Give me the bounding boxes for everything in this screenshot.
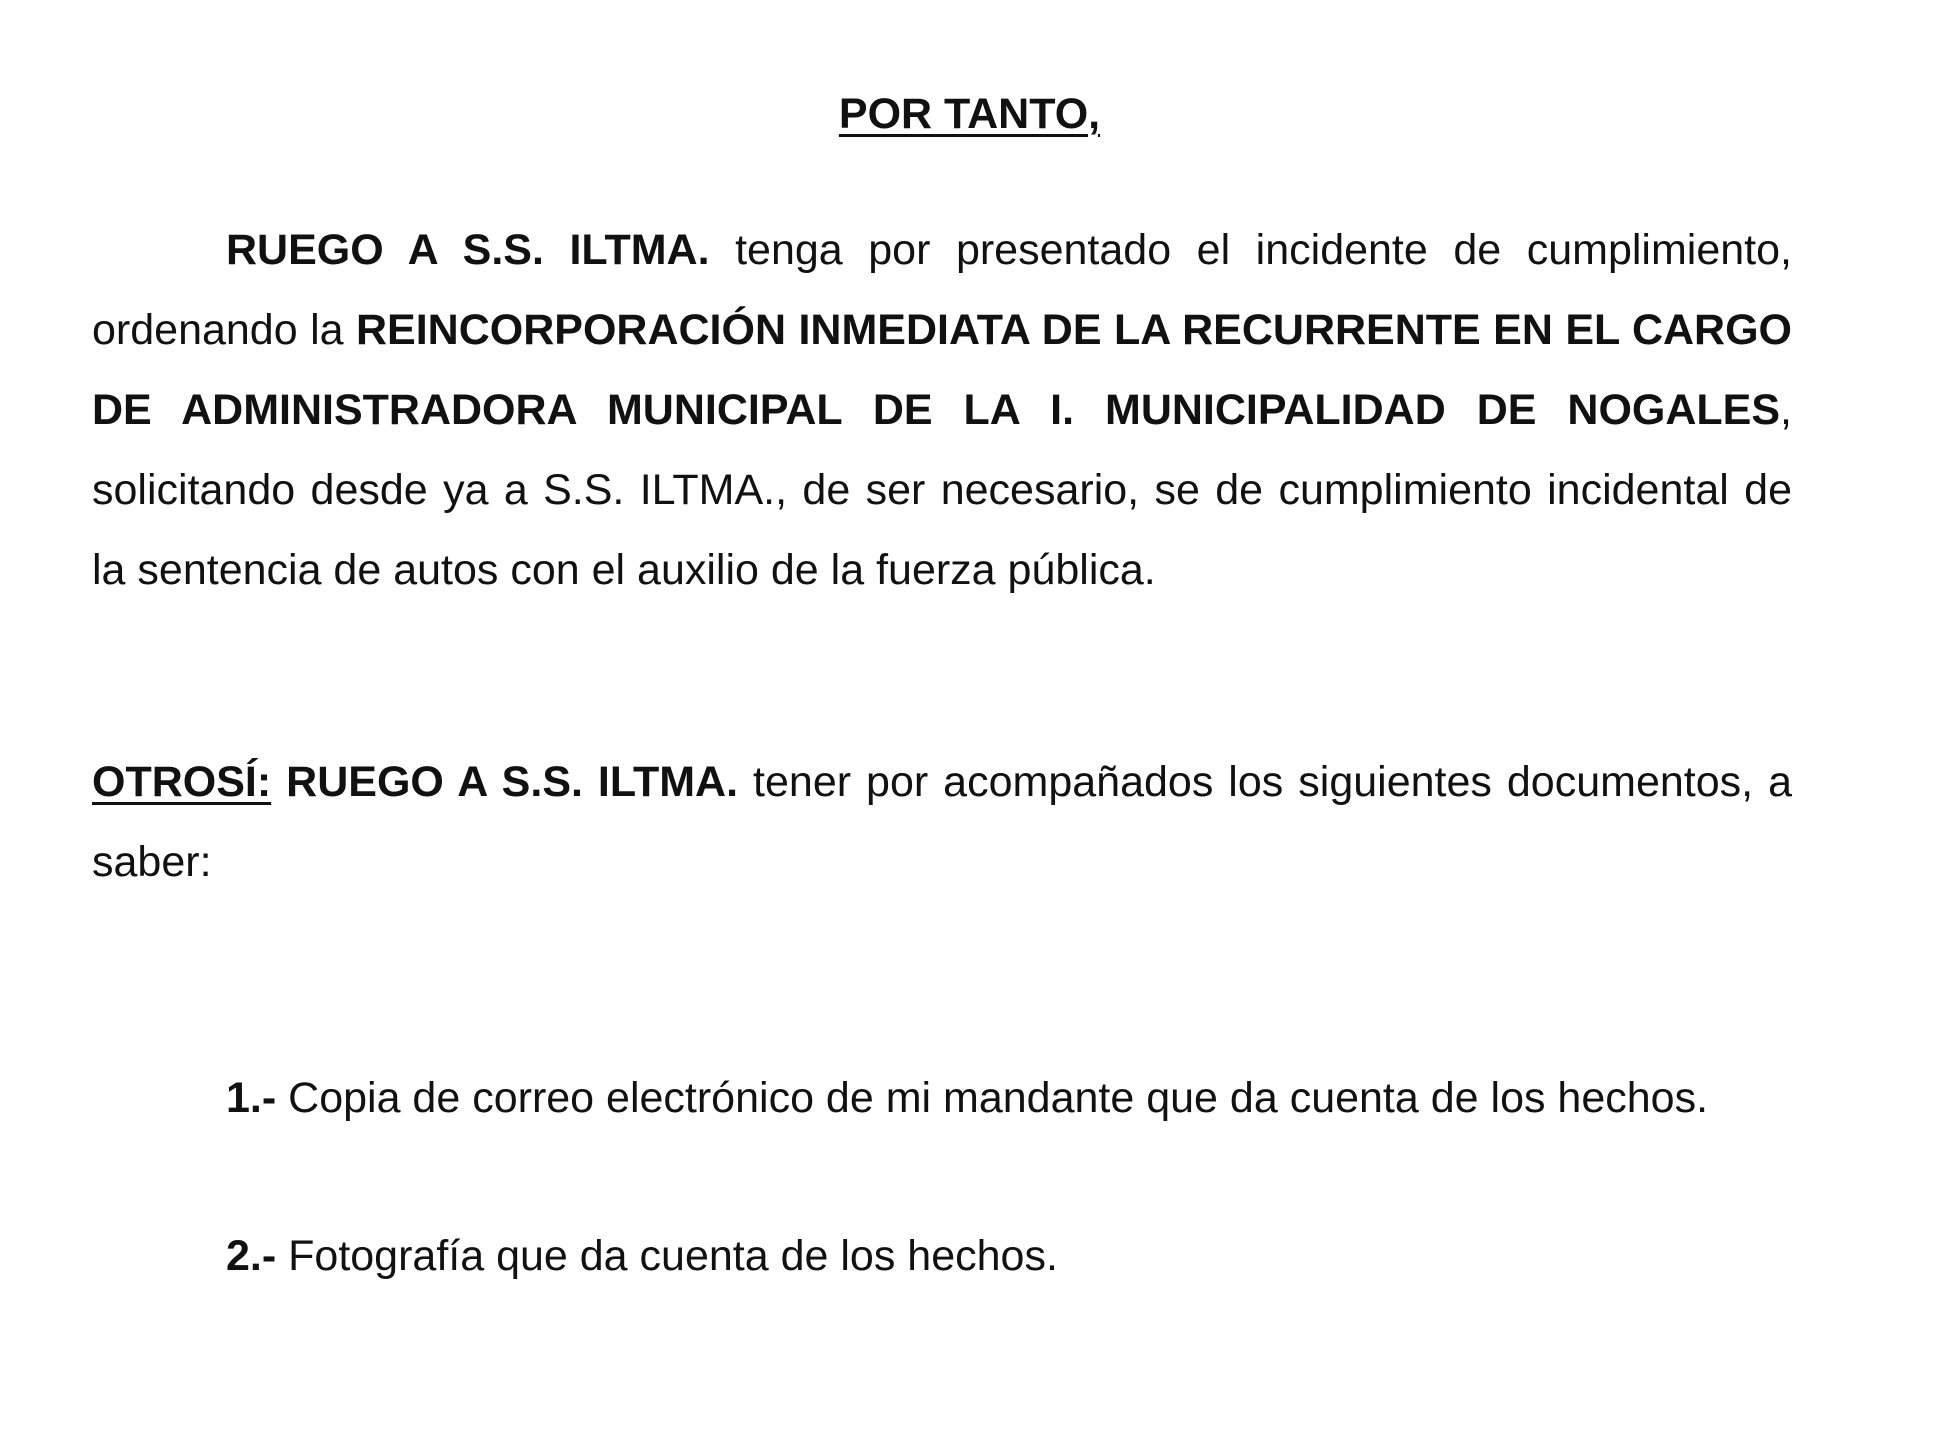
otrosi-label: OTROSÍ: — [92, 758, 272, 806]
petition-text-2: , solicitando desde ya a S.S. ILTMA., de ser necesario, se de cumplimiento incidental de la sentencia de autos con el auxilio de la fuerza pública. — [92, 386, 1792, 594]
petition-paragraph — [92, 210, 1792, 610]
item-number: 1.- — [226, 1074, 277, 1122]
item-number: 2.- — [226, 1232, 277, 1280]
document-list-item — [226, 1226, 1058, 1286]
item-text: Fotografía que da cuenta de los hechos. — [276, 1232, 1058, 1280]
heading-text: POR TANTO, — [838, 90, 1101, 138]
petition-request: REINCORPORACIÓN INMEDIATA DE LA RECURRENTE EN EL CARGO DE ADMINISTRADORA MUNICIPAL DE LA I. MUNICIPALIDAD DE NOGALES — [92, 306, 1792, 434]
section-heading — [0, 86, 1939, 142]
document-list-item — [226, 1068, 1708, 1128]
otrosi-text: tener por acompañados los siguientes documentos, a saber: — [92, 758, 1792, 886]
otrosi-paragraph — [92, 742, 1792, 902]
otrosi-lead: RUEGO A S.S. ILTMA. — [271, 758, 739, 806]
petition-text-1: tenga por presentado el incidente de cumplimiento, ordenando la — [92, 226, 1792, 354]
item-text: Copia de correo electrónico de mi mandante que da cuenta de los hechos. — [276, 1074, 1709, 1122]
petition-lead: RUEGO A S.S. ILTMA. — [226, 226, 710, 274]
